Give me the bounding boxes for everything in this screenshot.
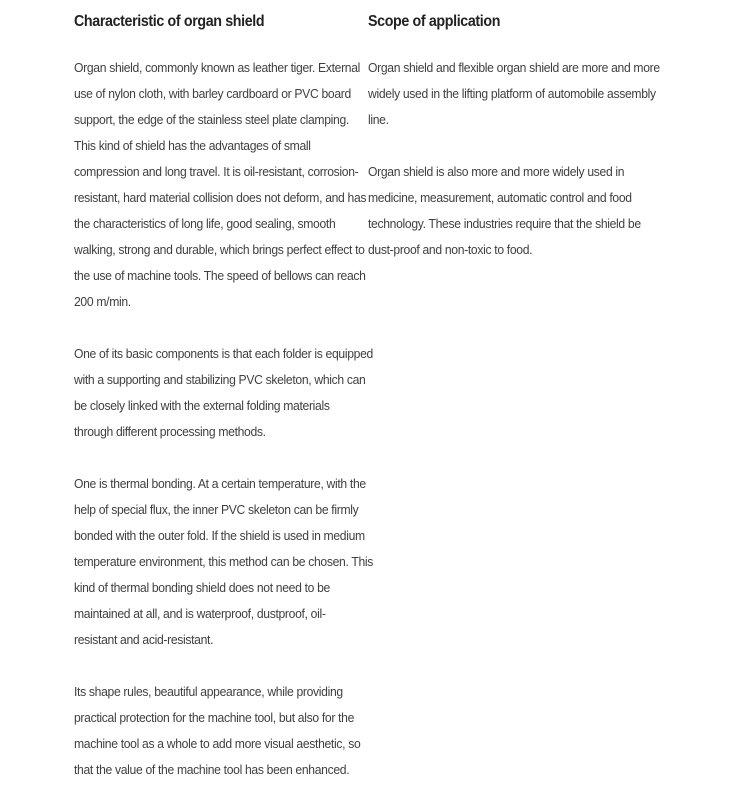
- text-line: One of its basic components is that each folder is equipped: [74, 346, 373, 361]
- text-line: medicine, measurement, automatic control and food: [368, 190, 632, 205]
- text-line: through different processing methods.: [74, 424, 266, 439]
- text-line: kind of thermal bonding shield does not need to be: [74, 580, 330, 595]
- text-line: the use of machine tools. The speed of bellows can reach: [74, 268, 366, 283]
- text-line: technology. These industries require that the shield be: [368, 216, 641, 231]
- text-line: widely used in the lifting platform of automobile assembly: [368, 86, 656, 101]
- text-line: resistant and acid-resistant.: [74, 632, 214, 647]
- text-line: with a supporting and stabilizing PVC skeleton, which can: [74, 372, 366, 387]
- text-line: resistant, hard material collision does not deform, and has: [74, 190, 367, 205]
- text-line: Its shape rules, beautiful appearance, while providing: [74, 684, 343, 699]
- text-line: Organ shield and flexible organ shield are more and more: [368, 60, 660, 75]
- text-line: Organ shield is also more and more widely used in: [368, 164, 625, 179]
- characteristics-paragraph-2: [74, 341, 373, 445]
- text-line: use of nylon cloth, with barley cardboard or PVC board: [74, 86, 351, 101]
- text-line: walking, strong and durable, which brings perfect effect to: [74, 242, 365, 257]
- text-line: This kind of shield has the advantages of small: [74, 138, 311, 153]
- text-line: support, the edge of the stainless steel plate clamping.: [74, 112, 349, 127]
- characteristics-paragraph-1: [74, 55, 367, 315]
- scope-paragraph-1: [368, 55, 668, 133]
- characteristics-paragraph-4: [74, 679, 364, 783]
- text-line: the characteristics of long life, good sealing, smooth: [74, 216, 336, 231]
- text-line: maintained at all, and is waterproof, dustproof, oil-: [74, 606, 326, 621]
- text-line: temperature environment, this method can be chosen. This: [74, 554, 374, 569]
- text-line: 200 m/min.: [74, 294, 131, 309]
- text-line: line.: [368, 112, 389, 127]
- text-line: help of special flux, the inner PVC skeleton can be firmly: [74, 502, 359, 517]
- scope-column: [368, 10, 668, 289]
- text-line: that the value of the machine tool has been enhanced.: [74, 762, 350, 777]
- scope-paragraph-2: [368, 159, 668, 263]
- characteristics-heading: Characteristic of organ shield: [74, 13, 265, 30]
- text-line: One is thermal bonding. At a certain temperature, with the: [74, 476, 366, 491]
- text-line: machine tool as a whole to add more visual aesthetic, so: [74, 736, 361, 751]
- text-line: bonded with the outer fold. If the shield is used in medium: [74, 528, 365, 543]
- characteristics-column: [74, 10, 374, 809]
- scope-heading: Scope of application: [368, 13, 501, 30]
- characteristics-paragraph-3: [74, 471, 374, 653]
- text-line: be closely linked with the external folding materials: [74, 398, 330, 413]
- text-line: dust-proof and non-toxic to food.: [368, 242, 533, 257]
- text-line: compression and long travel. It is oil-resistant, corrosion-: [74, 164, 359, 179]
- text-line: practical protection for the machine tool, but also for the: [74, 710, 355, 725]
- scope-body: [368, 55, 668, 263]
- characteristics-body: [74, 55, 374, 783]
- text-line: Organ shield, commonly known as leather tiger. External: [74, 60, 361, 75]
